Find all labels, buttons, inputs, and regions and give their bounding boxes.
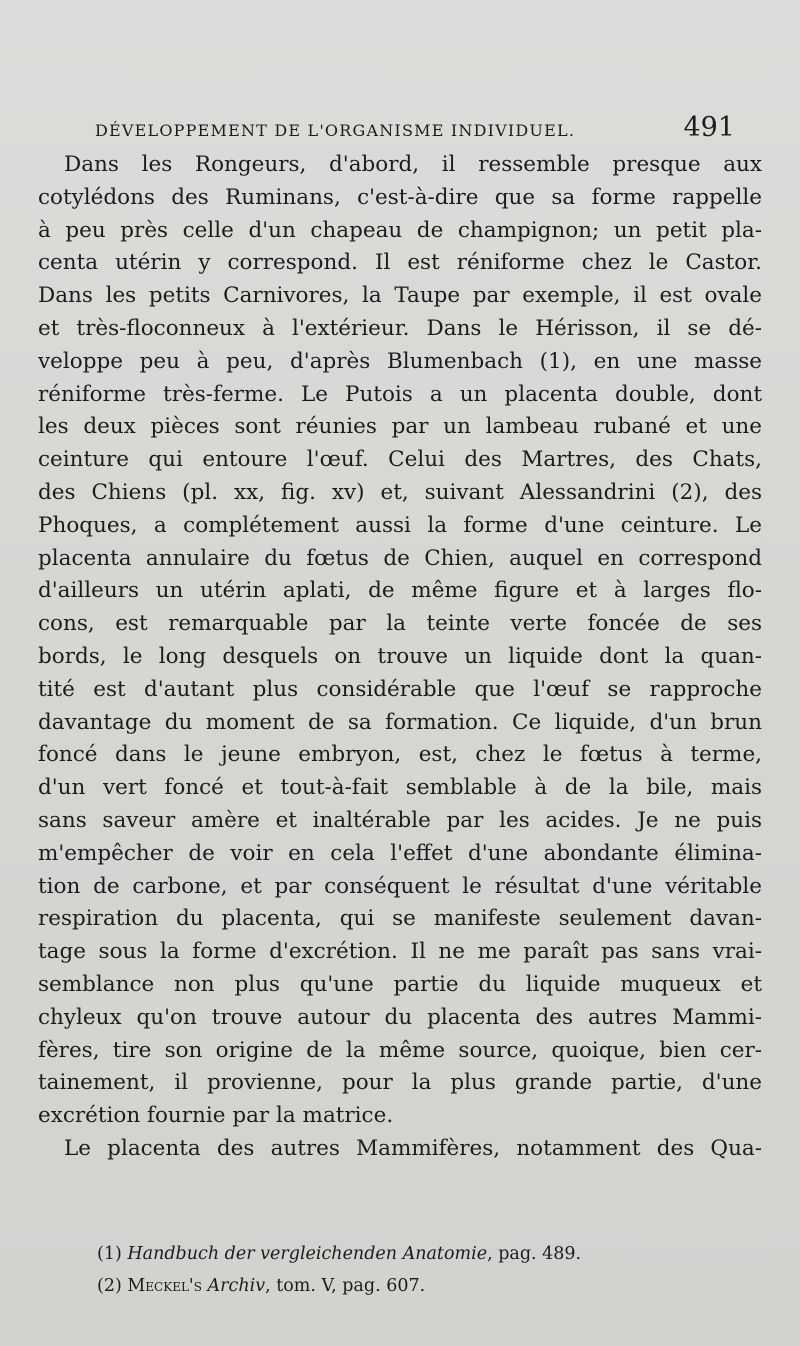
text-line: tage sous la forme d'excrétion. Il ne me paraît pas sans vrai- [38, 939, 762, 965]
text-line: à peu près celle d'un chapeau de champignon; un petit pla- [38, 217, 762, 243]
text-line: tion de carbone, et par conséquent le résultat d'une véritable [38, 873, 762, 899]
text-line: excrétion fournie par la matrice. [38, 1103, 394, 1129]
footnote-2 [97, 1270, 737, 1302]
footnote-title: Handbuch der vergleichenden Anatomie [127, 1244, 488, 1264]
text-line: fères, tire son origine de la même source, quoique, bien cer- [38, 1037, 762, 1063]
footnote-1 [97, 1238, 737, 1270]
text-line: des Chiens (pl. xx, fig. xv) et, suivant Alessandrini (2), des [38, 479, 762, 505]
text-line: bords, le long desquels on trouve un liquide dont la quan- [38, 643, 762, 669]
text-line: respiration du placenta, qui se manifeste seulement davan- [38, 906, 762, 932]
text-line: foncé dans le jeune embryon, est, chez le fœtus à terme, [38, 742, 762, 768]
text-line: cons, est remarquable par la teinte verte foncée de ses [38, 611, 762, 637]
text-line: m'empêcher de voir en cela l'effet d'une abondante élimina- [38, 840, 762, 866]
text-line: tainement, il provienne, pour la plus grande partie, d'une [38, 1070, 762, 1096]
page-header [95, 112, 735, 143]
footnotes [97, 1238, 737, 1302]
page-number: 491 [683, 112, 735, 143]
text-line: chyleux qu'on trouve autour du placenta des autres Mammi- [38, 1004, 762, 1030]
footnote-author: Meckel's [127, 1276, 202, 1296]
body-text [38, 149, 762, 1166]
footnote-citation: , tom. V, pag. 607. [265, 1276, 426, 1296]
running-head: DÉVELOPPEMENT DE L'ORGANISME INDIVIDUEL. [95, 121, 576, 140]
text-line: les deux pièces sont réunies par un lambeau rubané et une [38, 414, 762, 440]
text-line: centa utérin y correspond. Il est réniforme chez le Castor. [38, 250, 762, 276]
text-line: Dans les Rongeurs, d'abord, il ressemble presque aux [64, 152, 762, 177]
footnote-title: Archiv [207, 1276, 266, 1296]
text-line: veloppe peu à peu, d'après Blumenbach (1), en une masse [38, 348, 762, 374]
text-line: d'un vert foncé et tout-à-fait semblable à de la bile, mais [38, 775, 762, 801]
text-line: tité est d'autant plus considérable que l'œuf se rapproche [38, 676, 762, 702]
text-line: semblance non plus qu'une partie du liquide muqueux et [38, 971, 762, 997]
text-line: réniforme très-ferme. Le Putois a un placenta double, dont [38, 381, 762, 407]
footnote-marker: (2) [97, 1276, 122, 1296]
text-line: davantage du moment de sa formation. Ce liquide, d'un brun [38, 709, 762, 735]
text-line: Phoques, a complétement aussi la forme d'une ceinture. Le [38, 512, 762, 538]
text-line: Le placenta des autres Mammifères, notamment des Qua- [64, 1135, 762, 1161]
footnote-marker: (1) [97, 1244, 122, 1264]
text-line: et très-floconneux à l'extérieur. Dans le Hérisson, il se dé- [38, 315, 762, 341]
text-line: cotylédons des Ruminans, c'est-à-dire que sa forme rappelle [38, 184, 762, 210]
text-line: placenta annulaire du fœtus de Chien, auquel en correspond [38, 545, 762, 571]
footnote-citation: , pag. 489. [487, 1244, 582, 1264]
text-line: ceinture qui entoure l'œuf. Celui des Martres, des Chats, [38, 447, 762, 473]
text-line: d'ailleurs un utérin aplati, de même figure et à larges flo- [38, 578, 762, 604]
text-line: sans saveur amère et inaltérable par les acides. Je ne puis [38, 807, 762, 833]
text-line: Dans les petits Carnivores, la Taupe par exemple, il est ovale [38, 283, 762, 309]
